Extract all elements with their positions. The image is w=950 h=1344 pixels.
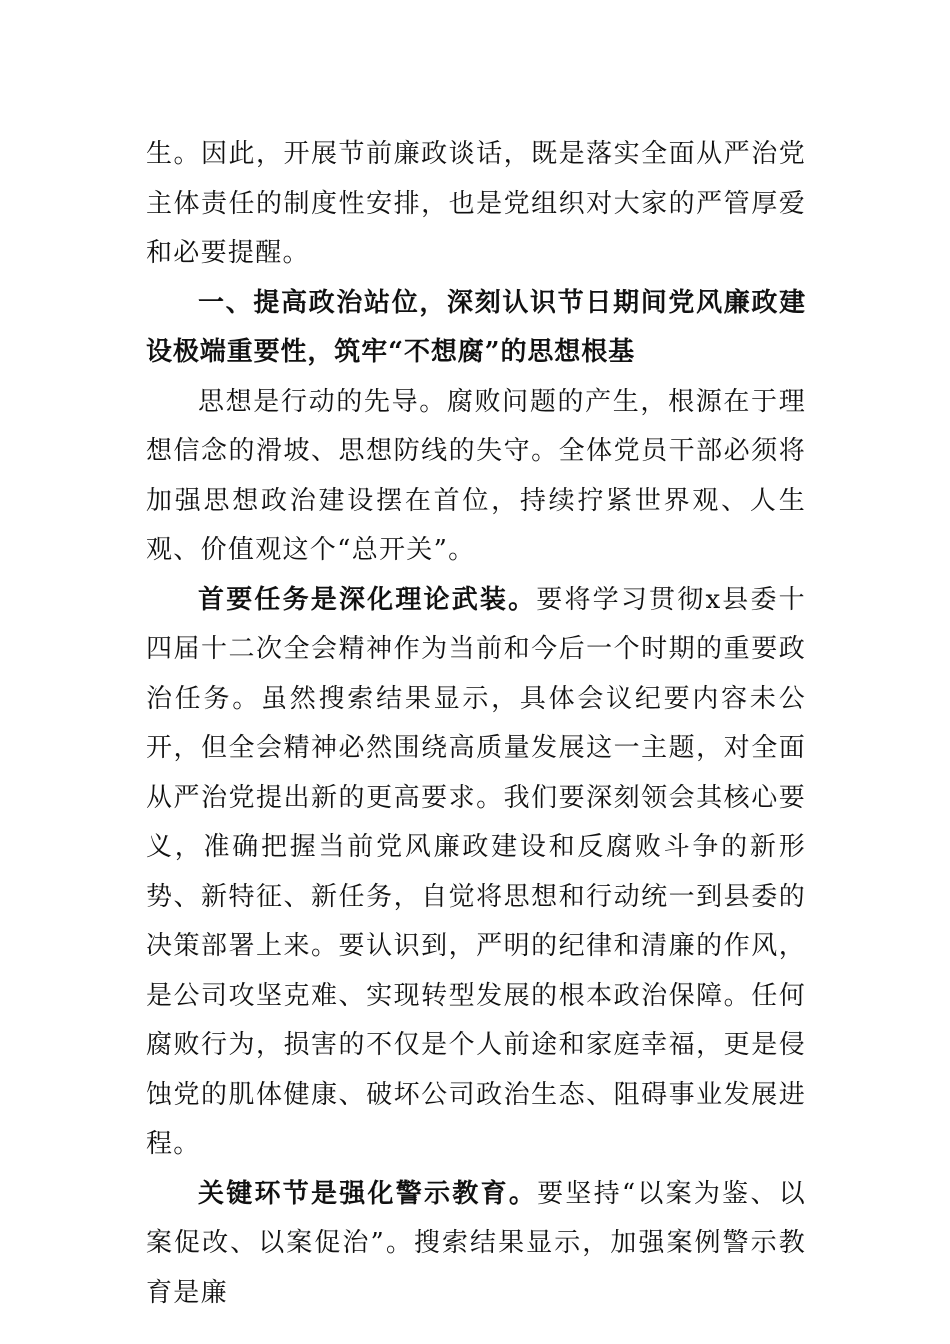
section-heading: 一、提高政治站位，深刻认识节日期间党风廉政建设极端重要性，筑牢“不想腐”的思想根基 bbox=[146, 287, 806, 367]
paragraph-theory-arming bbox=[146, 576, 806, 1170]
document-body bbox=[146, 130, 806, 1318]
paragraph-warning-education bbox=[146, 1170, 806, 1319]
continuation-paragraph: 生。因此，开展节前廉政谈话，既是落实全面从严治党主体责任的制度性安排，也是党组织对大家的严管厚爱和必要提醒。 bbox=[146, 139, 806, 268]
paragraph-body-warning: 要坚持“以案为鉴、以案促改、以案促治”。搜索结果显示，加强案例警示教育是廉 bbox=[146, 1178, 806, 1308]
paragraph-lead-warning: 关键环节是强化警示教育。 bbox=[198, 1178, 538, 1209]
paragraph-thought-guidance: 思想是行动的先导。腐败问题的产生，根源在于理想信念的滑坡、思想防线的失守。全体党员干部必须将加强思想政治建设摆在首位，持续拧紧世界观、人生观、价值观这个“总开关”。 bbox=[146, 386, 806, 565]
paragraph-body-theory: 要将学习贯彻x县委十四届十二次全会精神作为当前和今后一个时期的重要政治任务。虽然搜索结果显示，具体会议纪要内容未公开，但全会精神必然围绕高质量发展这一主题，对全面从严治党提出新的更高要求。我们要深刻领会其核心要义，准确把握当前党风廉政建设和反腐败斗争的新形势、新特征、新任务，自觉将思想和行动统一到县委的决策部署上来。要认识到，严明的纪律和清廉的作风，是公司攻坚克难、实现转型发展的根本政治保障。任何腐败行为，损害的不仅是个人前途和家庭幸福，更是侵蚀党的肌体健康、破坏公司政治生态、阻碍事业发展进程。 bbox=[146, 584, 806, 1159]
paragraph-lead-theory: 首要任务是深化理论武装。 bbox=[198, 584, 537, 615]
